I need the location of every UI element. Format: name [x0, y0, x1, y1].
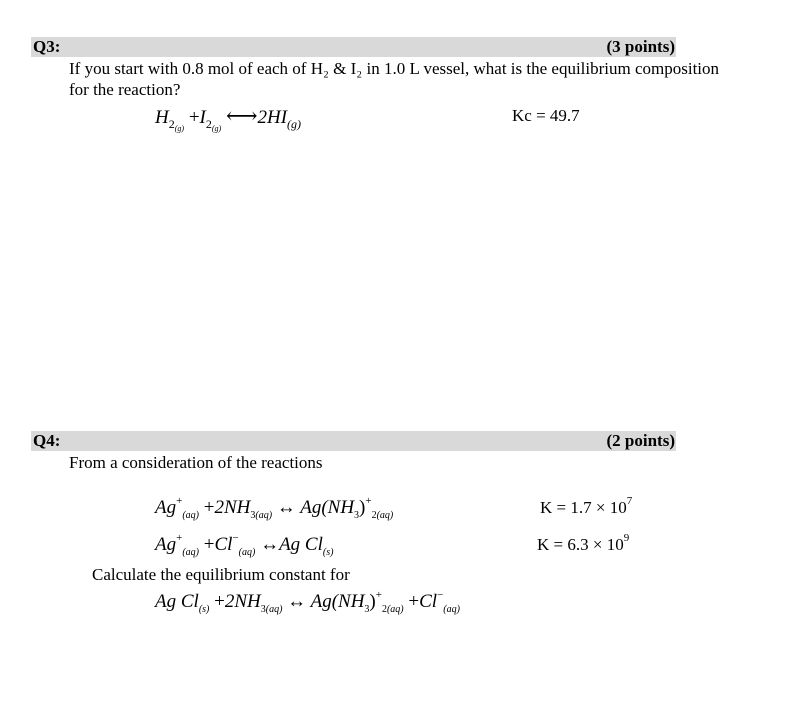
q3-kc: Kc = 49.7	[512, 106, 580, 125]
q4-r1-k-exp: 7	[626, 495, 633, 507]
q4-r1-ag: Ag	[155, 497, 177, 518]
q4-r2-cl-charge: −	[232, 532, 239, 544]
q3-eq-arrow: ⟷	[225, 103, 258, 128]
q4-t-complex-sub: 3	[364, 604, 370, 615]
q3-equation	[155, 104, 301, 133]
q4-t-complex: Ag(NH	[310, 591, 365, 612]
q4-points: (2 points)	[606, 431, 675, 450]
q4-r1-complex-sub2: 2	[371, 510, 377, 521]
q3-eq-i: I	[199, 107, 206, 128]
q4-r1-complex-state: (aq)	[376, 510, 394, 521]
q4-r2-plus: +	[203, 534, 215, 555]
q4-t-nh-sub: 3	[260, 604, 266, 615]
q4-t-agcl: Ag Cl	[155, 591, 199, 612]
q3-eq-i-state: (g)	[211, 124, 222, 133]
q4-r2-k-exp: 9	[623, 532, 630, 544]
q4-r2-ag-state: (aq)	[182, 547, 199, 558]
q4-r2-cl-state: (aq)	[238, 547, 256, 558]
q4-t-arrow: ↔	[287, 591, 307, 612]
q4-r1-nh: 2NH	[214, 497, 251, 518]
q3-header-bar	[31, 37, 676, 57]
q4-r2-ag: Ag	[155, 534, 177, 555]
q4-reaction2-k	[537, 533, 629, 559]
q4-intro: From a consideration of the reactions	[69, 453, 323, 472]
q4-r2-agcl-state: (s)	[322, 547, 334, 558]
q4-calc-instruction: Calculate the equilibrium constant for	[92, 565, 350, 584]
q3-eq-h-state: (g)	[174, 124, 185, 133]
q3-question-line2: for the reaction?	[69, 80, 181, 99]
q3-eq-hi-state: (g)	[287, 117, 302, 131]
q4-r2-ag-charge: +	[176, 532, 183, 544]
q4-r1-k-text: K = 1.7 × 10	[540, 498, 627, 517]
q4-number: Q4:	[33, 431, 61, 450]
q4-r1-plus: +	[203, 497, 215, 518]
q4-r1-complex-close: )	[359, 497, 366, 518]
q4-t-nh: 2NH	[224, 591, 261, 612]
q4-r1-complex: Ag(NH	[300, 497, 355, 518]
q4-reaction2	[155, 533, 333, 560]
q4-r2-cl: Cl	[214, 534, 233, 555]
q4-t-plus1: +	[214, 591, 225, 612]
q4-t-cl-charge: −	[437, 589, 444, 601]
q4-t-complex-state: (aq)	[386, 604, 404, 615]
q3-eq-plus: +	[188, 107, 200, 128]
q4-t-cl: Cl	[419, 591, 438, 612]
q4-t-cl-state: (aq)	[443, 604, 460, 615]
q3-eq-h: H	[155, 107, 169, 128]
q4-t-complex-sub2: 2	[381, 604, 387, 615]
q3-number: Q3:	[33, 37, 61, 56]
q4-t-complex-charge: +	[375, 589, 382, 601]
q3-question-line1: If you start with 0.8 mol of each of H₂ & I₂ in 1.0 L vessel, what is the equilibrium composition	[69, 59, 720, 78]
q4-r2-k-text: K = 6.3 × 10	[537, 535, 624, 554]
q3-points: (3 points)	[606, 37, 675, 56]
q4-r1-nh-state: (aq)	[255, 510, 273, 521]
q4-r1-ag-state: (aq)	[182, 510, 199, 521]
q4-t-plus2: +	[408, 591, 420, 612]
q4-reaction1	[155, 496, 393, 523]
q4-r1-ag-charge: +	[176, 495, 183, 507]
q4-r1-nh-sub: 3	[250, 510, 256, 521]
q4-header-bar	[31, 431, 676, 451]
q4-r2-arrow: ↔	[260, 534, 280, 555]
q3-eq-i-sub: 2	[205, 117, 212, 131]
q4-r1-complex-sub: 3	[354, 510, 360, 521]
q3-eq-h-sub: 2	[168, 117, 175, 131]
q3-eq-hi: 2HI	[257, 107, 288, 128]
q4-r2-agcl: Ag Cl	[279, 534, 323, 555]
q4-t-agcl-state: (s)	[198, 604, 210, 615]
q4-reaction1-k	[540, 496, 632, 522]
q4-target-reaction	[155, 590, 460, 617]
q4-t-complex-close: )	[369, 591, 376, 612]
q4-t-nh-state: (aq)	[265, 604, 283, 615]
q4-r1-complex-charge: +	[365, 495, 372, 507]
q4-r1-arrow: ↔	[276, 497, 296, 518]
